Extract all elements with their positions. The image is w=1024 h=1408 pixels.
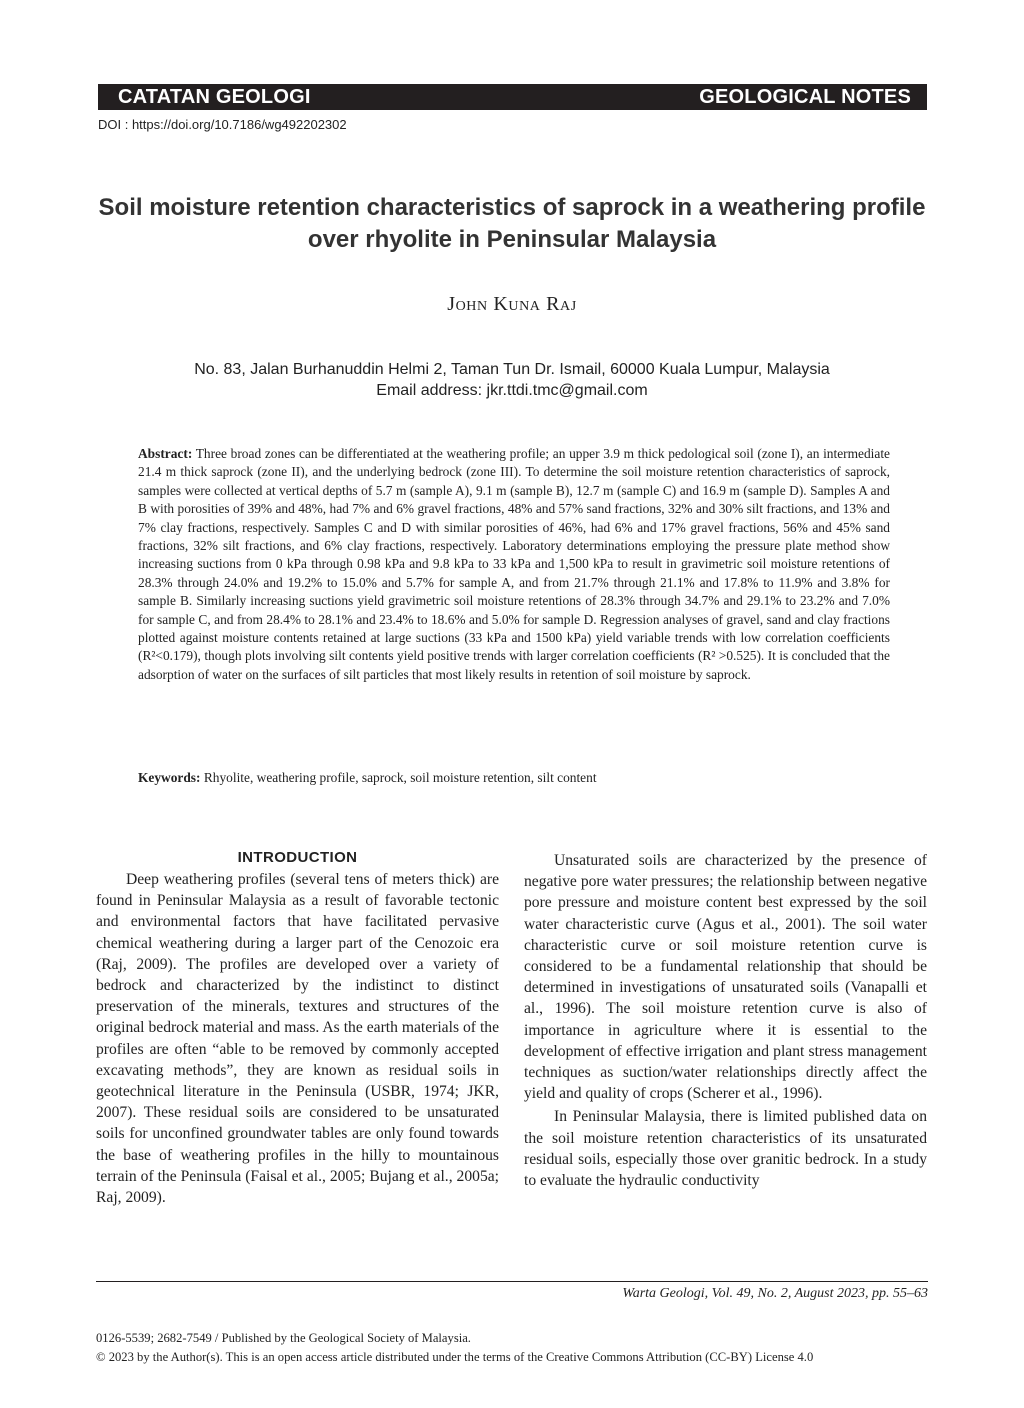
body-paragraph: In Peninsular Malaysia, there is limited published data on the soil moisture retention characteristics of its unsaturated residual soils, especially those over granitic bedrock. In a study to evaluate the hydraulic conductivity: [524, 1108, 927, 1190]
footer-divider: [96, 1281, 928, 1282]
body-paragraph: Unsaturated soils are characterized by the presence of negative pore water pressures; the relationship between negative pore pressure and moisture content best expressed by the soil water characteristic curve (Agus et al., 2001). The soil water characteristic curve or soil moisture retention curve is considered to be a fundamental relationship that should be determined in investigations of unsaturated soils (Vanapalli et al., 1996). The soil moisture retention curve is also of importance in agriculture where it is essential to the development of effective irrigation and plant stress management techniques as suction/water relationships directly affect the yield and quality of crops (Scherer et al., 1996).: [524, 852, 927, 1103]
banner-left-label: CATATAN GEOLOGI: [118, 85, 311, 108]
article-title: Soil moisture retention characteristics of saprock in a weathering profile over rhyolite in Peninsular Malaysia: [98, 194, 926, 253]
keywords-text: Rhyolite, weathering profile, saprock, soil moisture retention, silt content: [203, 770, 597, 785]
license-line: © 2023 by the Author(s). This is an open access article distributed under the terms of the Creative Commons Attribution (CC-BY) License 4.0: [96, 1350, 814, 1364]
abstract: [138, 445, 890, 684]
abstract-text: Three broad zones can be differentiated at the weathering profile; an upper 3.9 m thick pedological soil (zone I), an intermediate 21.4 m thick saprock (zone II), and the underlying bedrock (zone III). To determine the soil moisture retention characteristics of saprock, samples were collected at vertical depths of 5.7 m (sample A), 9.1 m (sample B), 12.7 m (sample C) and 16.9 m (sample D). Samples A and B with porosities of 39% and 48%, had 7% and 6% gravel fractions, 48% and 57% sand fractions, 32% and 30% silt fractions, and 13% and 7% clay fractions, respectively. Samples C and D with similar porosities of 46%, had 6% and 17% gravel fractions, 56% and 45% sand fractions, 32% silt fractions, and 6% clay fractions, respectively. Laboratory determinations employing the pressure plate method show increasing suctions from 0 kPa through 0.98 kPa and 9.8 kPa to 33 kPa and 1,500 kPa to result in gravimetric soil moisture retentions of 28.3% through 24.0% and 19.2% to 15.0% and 5.7% for sample A, and from 21.7% through 21.1% and 17.8% to 11.9% and 3.8% for sample B. Similarly increasing suctions yield gravimetric soil moisture retentions of 28.3% through 34.7% and 29.1% to 23.2% and 7.0% for sample C, and from 28.4% to 28.1% and 23.4% to 18.6% and 5.0% for sample D. Regression analyses of gravel, sand and clay fractions plotted against moisture contents retained at large suctions (33 kPa and 1500 kPa) yield variable trends with low correlation coefficients (R²<0.179), though plots involving silt contents yield positive trends with larger correlation coefficients (R² >0.525). It is concluded that the adsorption of water on the surfaces of silt particles that most likely results in retention of soil moisture by saprock.: [138, 446, 891, 682]
publication-info: [96, 1329, 813, 1367]
section-heading-introduction: INTRODUCTION: [237, 849, 358, 866]
banner-right-label: GEOLOGICAL NOTES: [699, 85, 911, 108]
issn-line: 0126-5539; 2682-7549 / Published by the Geological Society of Malaysia.: [96, 1331, 471, 1345]
author-email[interactable]: Email address: jkr.ttdi.tmc@gmail.com: [376, 382, 648, 399]
affiliation-address: No. 83, Jalan Burhanuddin Helmi 2, Taman Tun Dr. Ismail, 60000 Kuala Lumpur, Malaysia: [194, 361, 830, 378]
keywords: [138, 769, 890, 787]
journal-reference: Warta Geologi, Vol. 49, No. 2, August 2023, pp. 55–63: [622, 1286, 928, 1301]
section-banner: [98, 84, 927, 110]
keywords-label: Keywords:: [138, 770, 201, 785]
author-name: John Kuna Raj: [447, 293, 577, 315]
body-column-left: [96, 849, 499, 1208]
body-column-right: [524, 850, 927, 1191]
doi-line[interactable]: DOI : https://doi.org/10.7186/wg492202302: [98, 117, 347, 132]
abstract-label: Abstract:: [138, 446, 193, 461]
affiliation-block: [100, 359, 924, 401]
body-paragraph: Deep weathering profiles (several tens of meters thick) are found in Peninsular Malaysia as a result of favorable tectonic and environmental factors that have facilitated pervasive chemical weathering during a larger part of the Cenozoic era (Raj, 2009). The profiles are developed over a variety of bedrock and characterized by the indistinct to distinct preservation of the minerals, textures and structures of the original bedrock material and mass. As the earth materials of the profiles are often “able to be removed by commonly accepted excavating methods”, they are known as residual soils in geotechnical literature in the Peninsula (USBR, 1974; JKR, 2007). These residual soils are considered to be unsaturated soils for unconfined groundwater tables are only found towards the base of weathering profiles in the hilly to mountainous terrain of the Peninsula (Faisal et al., 2005; Bujang et al., 2005a; Raj, 2009).: [96, 871, 499, 1207]
